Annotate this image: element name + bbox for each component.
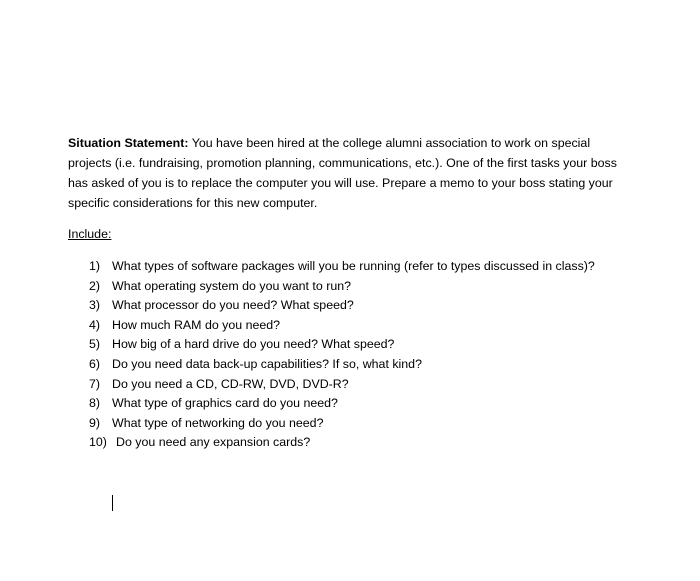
situation-text: You have been hired at the college alumni association to work on special projects (i.e. fundraising, promotion planning, communications, etc.). One of the first tasks your boss has asked of you is to replace the computer you will use. Prepare a memo to your boss stating your specific considerations for this new computer. <box>68 136 617 210</box>
list-item <box>89 433 595 453</box>
include-heading: Include: <box>68 227 112 241</box>
list-item-text: Do you need data back-up capabilities? If so, what kind? <box>112 356 422 371</box>
list-item-text: How much RAM do you need? <box>112 317 281 332</box>
list-item-number: 9) <box>89 415 101 430</box>
requirements-list <box>89 257 595 453</box>
situation-statement <box>68 133 628 213</box>
list-item-number: 8) <box>89 396 101 411</box>
situation-label: Situation Statement: <box>68 136 189 150</box>
list-item <box>89 296 595 316</box>
list-item-text: What processor do you need? What speed? <box>112 298 354 313</box>
list-item-text: Do you need any expansion cards? <box>116 435 311 450</box>
list-item <box>89 414 595 434</box>
list-item <box>89 257 595 277</box>
list-item <box>89 375 595 395</box>
list-item-text: What types of software packages will you be running (refer to types discussed in class)? <box>112 259 595 273</box>
list-item-number: 4) <box>89 317 101 332</box>
list-item-number: 5) <box>89 337 101 352</box>
list-item-text: Do you need a CD, CD-RW, DVD, DVD-R? <box>112 376 349 391</box>
list-item <box>89 277 595 297</box>
list-item-number: 3) <box>89 298 101 313</box>
list-item-number: 1) <box>89 259 101 273</box>
list-item-number: 6) <box>89 356 101 371</box>
list-item-text: What operating system do you want to run? <box>112 278 351 293</box>
list-item <box>89 394 595 414</box>
list-item <box>89 355 595 375</box>
list-item <box>89 335 595 355</box>
list-item-text: What type of networking do you need? <box>112 415 324 430</box>
list-item-number: 7) <box>89 376 101 391</box>
text-cursor[interactable] <box>112 495 113 511</box>
list-item-text: How big of a hard drive do you need? What speed? <box>112 337 395 352</box>
list-item <box>89 316 595 336</box>
list-item-number: 2) <box>89 278 101 293</box>
list-item-text: What type of graphics card do you need? <box>112 396 338 411</box>
list-item-number: 10) <box>89 435 107 450</box>
